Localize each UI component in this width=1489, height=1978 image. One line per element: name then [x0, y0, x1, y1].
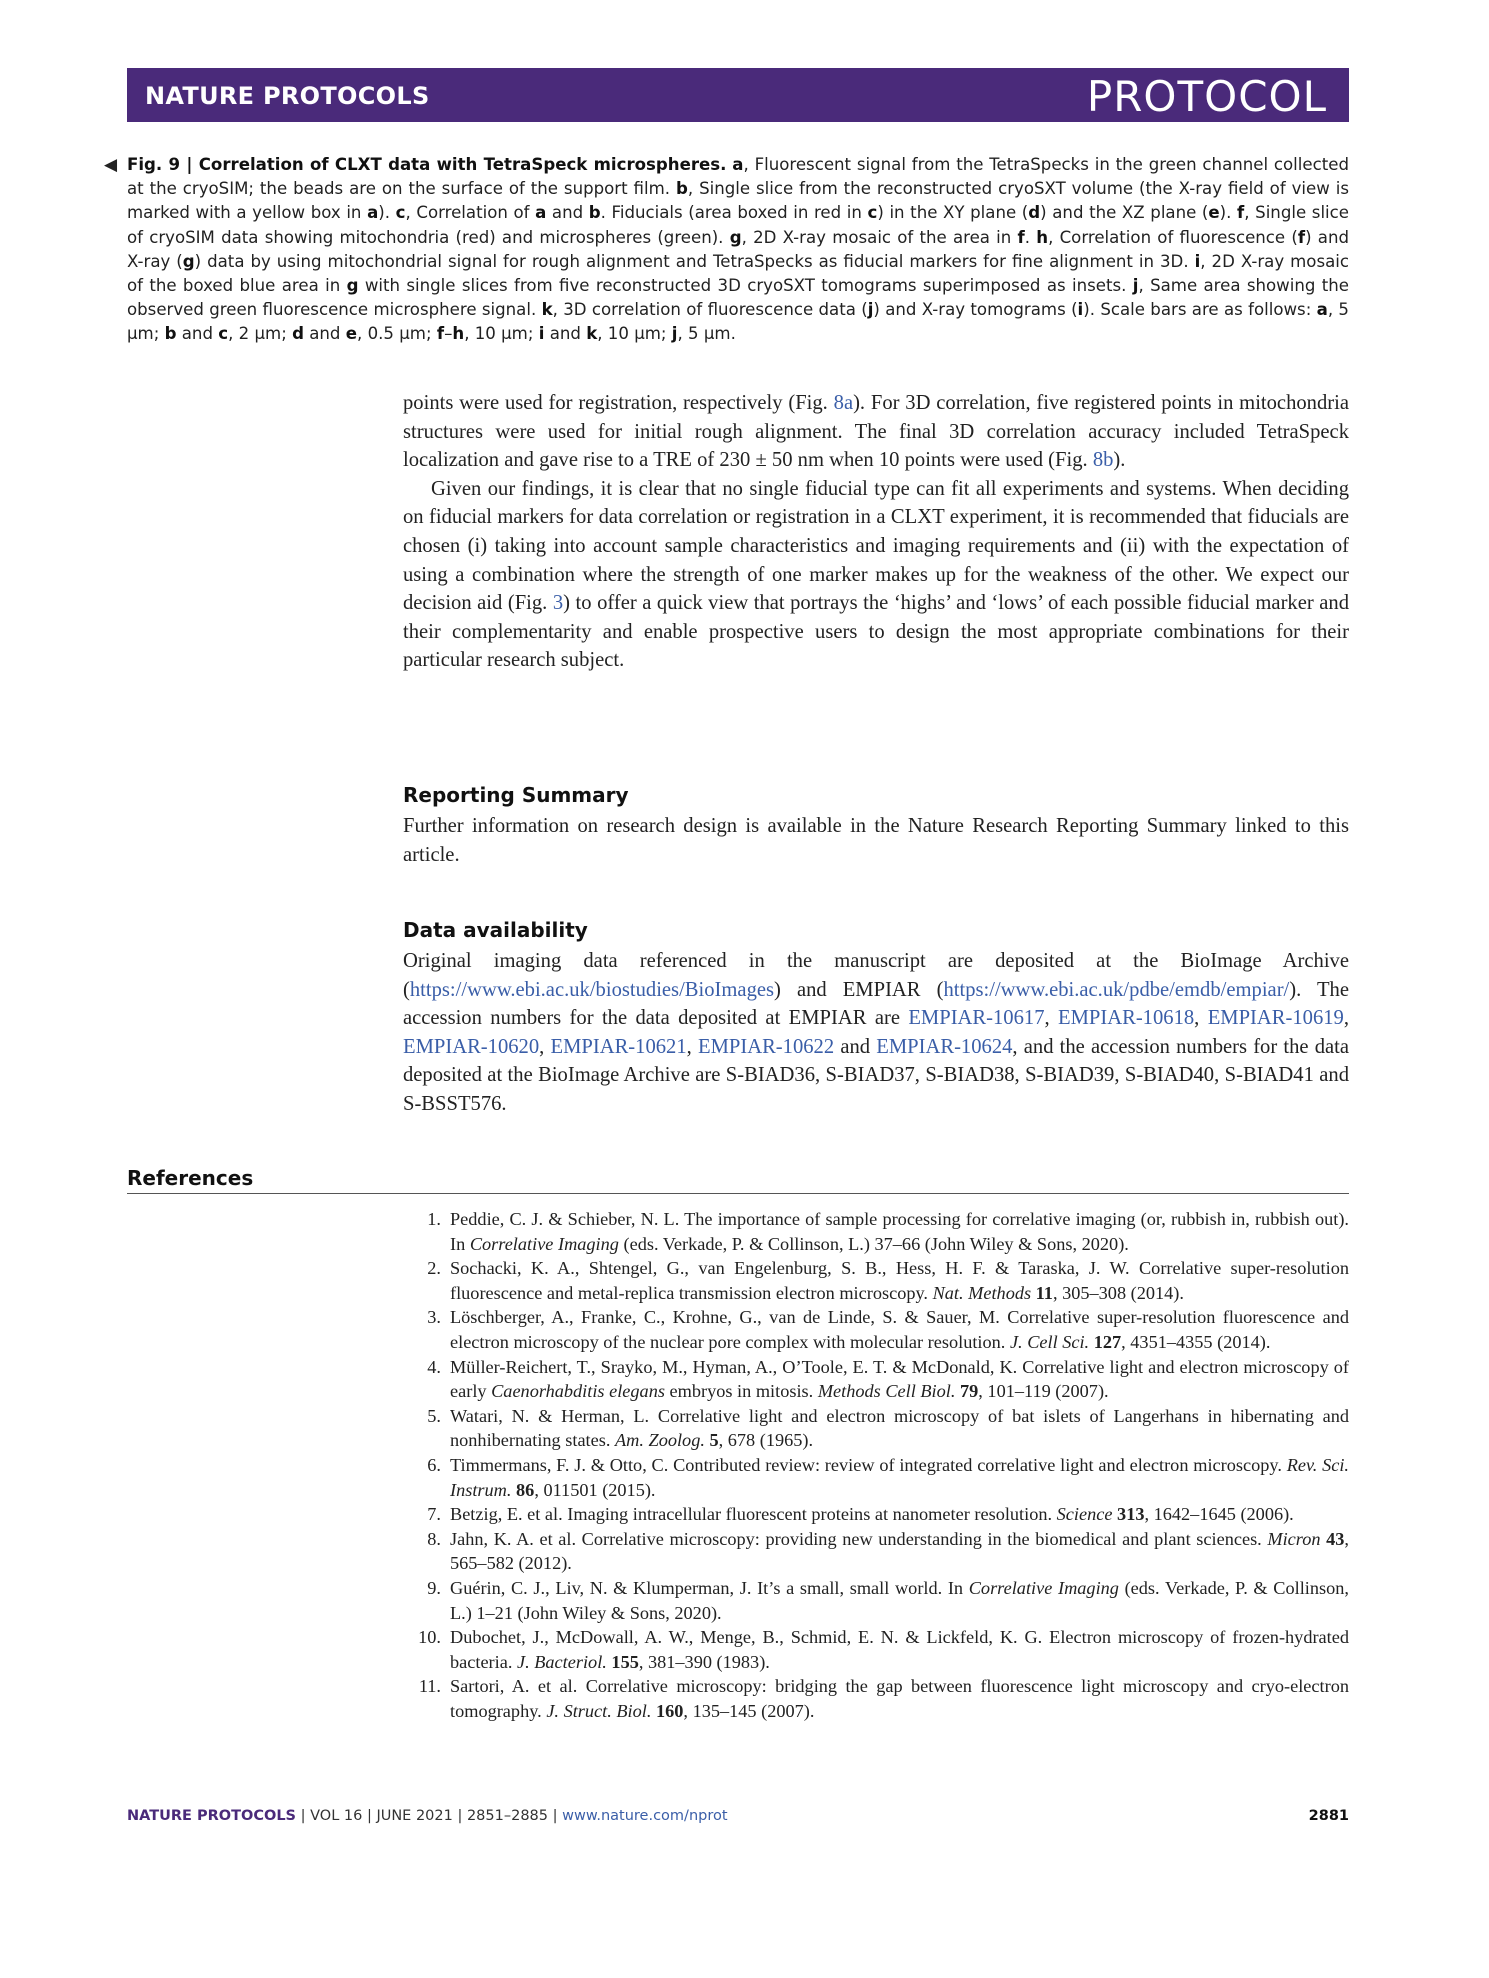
page-number: 2881 [1308, 1808, 1349, 1824]
body-paragraph: points were used for registration, respectively (Fig. 8a). For 3D correlation, five registered points in mitochondria structures were used for initial rough alignment. The final 3D correlation accuracy included TetraSpeck localization and gave rise to a TRE of 230 ± 50 nm when 10 points were used (Fig. 8b). [403, 392, 1349, 472]
bold-text: a [367, 203, 379, 223]
bold-text: a [535, 203, 547, 223]
figure-pointer-icon: ◀ [104, 155, 118, 175]
references-divider [127, 1193, 1349, 1194]
bold-text: f [436, 324, 445, 344]
figure-caption [104, 153, 1349, 347]
footer-issue: | VOL 16 | JUNE 2021 | 2851–2885 | [296, 1808, 563, 1824]
reference-item: 6. Timmermans, F. J. & Otto, C. Contributed review: review of integrated correlative light and electron microscopy. Rev. Sci. Instrum. 86, 011501 (2015). [403, 1453, 1349, 1502]
italic-text: Science [1056, 1504, 1113, 1525]
bold-text: k [586, 324, 598, 344]
inline-link[interactable]: https://www.ebi.ac.uk/pdbe/emdb/empiar/ [943, 978, 1290, 1001]
bold-text: i [538, 324, 545, 344]
inline-link[interactable]: EMPIAR-10621 [550, 1035, 687, 1058]
bold-text: 313 [1117, 1504, 1145, 1525]
reference-item: 10. Dubochet, J., McDowall, A. W., Menge, B., Schmid, E. N. & Lickfeld, K. G. Electron microscopy of frozen-hydrated bacteria. J. Bacteriol. 155, 381–390 (1983). [403, 1625, 1349, 1674]
bold-text: f [1017, 227, 1025, 247]
reference-number: 9. [427, 1577, 441, 1598]
bold-text: a [1316, 300, 1328, 320]
bold-text: 160 [656, 1700, 684, 1721]
figure-caption-text: a, Fluorescent signal from the TetraSpecks in the green channel collected at the cryoSIM; the beads are on the surface of the support film. b, Single slice from the reconstructed cryoSXT volume (the X-ray field of view is marked with a yellow box in a). c, Correlation of a and b. Fiducials (area boxed in red in c) in the XY plane (d) and the XZ plane (e). f, Single slice of cryoSIM data showing mitochondria (red) and microspheres (green). g, 2D X-ray mosaic of the area in f. h, Correlation of fluorescence (f) and X-ray (g) data by using mitochondrial signal for rough alignment and TetraSpecks as fiducial markers for fine alignment in 3D. i, 2D X-ray mosaic of the boxed blue area in g with single slices from five reconstructed 3D cryoSXT tomograms superimposed as insets. j, Same area showing the observed green fluorescence microsphere signal. k, 3D correlation of fluorescence data (j) and X-ray tomograms (i). Scale bars are as follows: a, 5 μm; b and c, 2 μm; d and e, 0.5 μm; f–h, 10 μm; i and k, 10 μm; j, 5 μm. [127, 155, 1349, 344]
figure-caption-label: Fig. 9 | Correlation of CLXT data with TetraSpeck microspheres. [127, 155, 727, 174]
bold-text: d [1028, 203, 1041, 223]
italic-text: Micron [1267, 1528, 1321, 1549]
bold-text: f [1237, 203, 1245, 223]
bold-text: f [1297, 227, 1306, 247]
journal-banner [127, 68, 1349, 122]
italic-text: Methods Cell Biol. [817, 1381, 956, 1402]
bold-text: g [182, 251, 195, 271]
reference-item: 5. Watari, N. & Herman, L. Correlative light and electron microscopy of bat islets of Langerhans in hibernating and nonhibernating states. Am. Zoolog. 5, 678 (1965). [403, 1404, 1349, 1453]
reference-item: 7. Betzig, E. et al. Imaging intracellular fluorescent proteins at nanometer resolution. Science 313, 1642–1645 (2006). [403, 1502, 1349, 1527]
inline-link[interactable]: 8a [833, 392, 854, 414]
bold-text: b [675, 179, 688, 199]
reference-number: 6. [427, 1454, 441, 1475]
reference-list [403, 1207, 1349, 1723]
italic-text: Am. Zoolog. [615, 1430, 705, 1451]
bold-text: 43 [1326, 1528, 1345, 1549]
bold-text: c [867, 203, 878, 223]
bold-text: j [671, 324, 678, 344]
journal-name: NATURE PROTOCOLS [145, 82, 430, 110]
reference-number: 4. [427, 1356, 441, 1377]
bold-text: j [1132, 276, 1139, 296]
bold-text: h [1036, 227, 1049, 247]
bold-text: g [346, 276, 359, 296]
bold-text: 5 [709, 1430, 719, 1451]
page-footer [127, 1808, 1349, 1824]
italic-text: Caenorhabditis elegans [491, 1381, 665, 1402]
reference-item: 1. Peddie, C. J. & Schieber, N. L. The importance of sample processing for correlative imaging (or, rubbish in, rubbish out). In Correlative Imaging (eds. Verkade, P. & Collinson, L.) 37–66 (John Wiley & Sons, 2020). [403, 1207, 1349, 1256]
bold-text: 79 [960, 1381, 979, 1402]
reference-number: 11. [418, 1676, 441, 1697]
inline-link[interactable]: EMPIAR-10617 [908, 1007, 1045, 1030]
body-paragraph: Given our findings, it is clear that no single fiducial type can fit all experiments and systems. When deciding on fiducial markers for data correlation or registration in a CLXT experiment, it is recommended that fiducials are chosen (i) taking into account sample characteristics and imaging requirements and (ii) with the expectation of using a combination where the strength of one marker makes up for the weakness of the other. We expect our decision aid (Fig. 3) to offer a quick view that portrays the ‘highs’ and ‘lows’ of each possible fiducial marker and their complementarity and enable prospective users to design the most appropriate combinations for their particular research subject. [403, 477, 1349, 672]
bold-text: e [1208, 203, 1220, 223]
reference-number: 10. [418, 1627, 441, 1648]
bold-text: j [867, 300, 874, 320]
reference-number: 8. [427, 1528, 441, 1549]
italic-text: J. Bacteriol. [516, 1651, 607, 1672]
bold-text: a [732, 155, 744, 174]
italic-text: Rev. Sci. Instrum. [450, 1454, 1349, 1500]
bold-text: b [588, 203, 601, 223]
footer-link[interactable]: www.nature.com/nprot [562, 1808, 728, 1824]
bold-text: c [218, 324, 229, 344]
body-text [403, 389, 1349, 675]
reference-number: 7. [427, 1504, 441, 1525]
article-type-label: PROTOCOL [1086, 72, 1327, 121]
reference-item: 2. Sochacki, K. A., Shtengel, G., van Engelenburg, S. B., Hess, H. F. & Taraska, J. W. Correlative super-resolution fluorescence and metal-replica transmission electron microscopy. Nat. Methods 11, 305–308 (2014). [403, 1256, 1349, 1305]
bold-text: h [452, 324, 465, 344]
reference-item: 9. Guérin, C. J., Liv, N. & Klumperman, J. It’s a small, small world. In Correlative Imaging (eds. Verkade, P. & Collinson, L.) 1–21 (John Wiley & Sons, 2020). [403, 1576, 1349, 1625]
inline-link[interactable]: 8b [1092, 449, 1114, 472]
inline-link[interactable]: EMPIAR-10620 [403, 1035, 540, 1058]
italic-text: Nat. Methods [932, 1282, 1032, 1303]
bold-text: b [164, 324, 177, 344]
bold-text: i [1077, 300, 1084, 320]
italic-text: Correlative Imaging [968, 1577, 1119, 1598]
inline-link[interactable]: https://www.ebi.ac.uk/biostudies/BioImages [409, 978, 775, 1001]
reference-number: 5. [427, 1405, 441, 1426]
reporting-summary-heading: Reporting Summary [403, 783, 629, 807]
bold-text: k [541, 300, 553, 320]
reporting-summary-text: Further information on research design is available in the Nature Research Reporting Summary linked to this article. [403, 815, 1349, 866]
references-heading: References [127, 1166, 254, 1190]
reference-item: 8. Jahn, K. A. et al. Correlative microscopy: providing new understanding in the biomedical and plant sciences. Micron 43, 565–582 (2012). [403, 1527, 1349, 1576]
inline-link[interactable]: EMPIAR-10622 [698, 1035, 835, 1058]
bold-text: 11 [1035, 1282, 1053, 1303]
bold-text: e [345, 324, 358, 344]
reference-number: 3. [427, 1307, 441, 1328]
inline-link[interactable]: 3 [552, 592, 564, 615]
bold-text: 127 [1093, 1331, 1122, 1352]
bold-text: d [292, 324, 304, 344]
italic-text: J. Cell Sci. [1009, 1331, 1090, 1352]
footer-journal: NATURE PROTOCOLS [127, 1808, 297, 1824]
data-availability-text: Original imaging data referenced in the manuscript are deposited at the BioImage Archive (https://www.ebi.ac.uk/biostudies/BioImages) and EMPIAR (https://www.ebi.ac.uk/pdbe/emdb/empiar/). The accession numbers for the data deposited at EMPIAR are EMPIAR-10617, EMPIAR-10618, EMPIAR-10619, EMPIAR-10620, EMPIAR-10621, EMPIAR-10622 and EMPIAR-10624, and the accession numbers for the data deposited at the BioImage Archive are S-BIAD36, S-BIAD37, S-BIAD38, S-BIAD39, S-BIAD40, S-BIAD41 and S-BSST576. [403, 950, 1350, 1115]
inline-link[interactable]: EMPIAR-10619 [1207, 1007, 1344, 1030]
bold-text: 155 [611, 1651, 639, 1672]
reference-number: 2. [427, 1258, 441, 1279]
bold-text: g [729, 227, 742, 247]
data-availability-heading: Data availability [403, 918, 588, 942]
reference-item: 3. Löschberger, A., Franke, C., Krohne, G., van de Linde, S. & Sauer, M. Correlative super-resolution fluorescence and electron microscopy of the nuclear pore complex with molecular resolution. J. Cell Sci. 127, 4351–4355 (2014). [403, 1305, 1349, 1354]
inline-link[interactable]: EMPIAR-10624 [876, 1035, 1013, 1058]
reference-item: 4. Müller-Reichert, T., Srayko, M., Hyman, A., O’Toole, E. T. & McDonald, K. Correlative light and electron microscopy of early Caenorhabditis elegans embryos in mitosis. Methods Cell Biol. 79, 101–119 (2007). [403, 1355, 1349, 1404]
bold-text: 86 [516, 1479, 535, 1500]
reference-number: 1. [427, 1209, 441, 1229]
inline-link[interactable]: EMPIAR-10618 [1058, 1007, 1195, 1030]
italic-text: Correlative Imaging [469, 1233, 619, 1254]
italic-text: J. Struct. Biol. [546, 1700, 652, 1721]
bold-text: c [395, 203, 406, 223]
reference-item: 11. Sartori, A. et al. Correlative microscopy: bridging the gap between fluorescence light microscopy and cryo-electron tomography. J. Struct. Biol. 160, 135–145 (2007). [403, 1674, 1349, 1723]
bold-text: i [1194, 251, 1201, 271]
